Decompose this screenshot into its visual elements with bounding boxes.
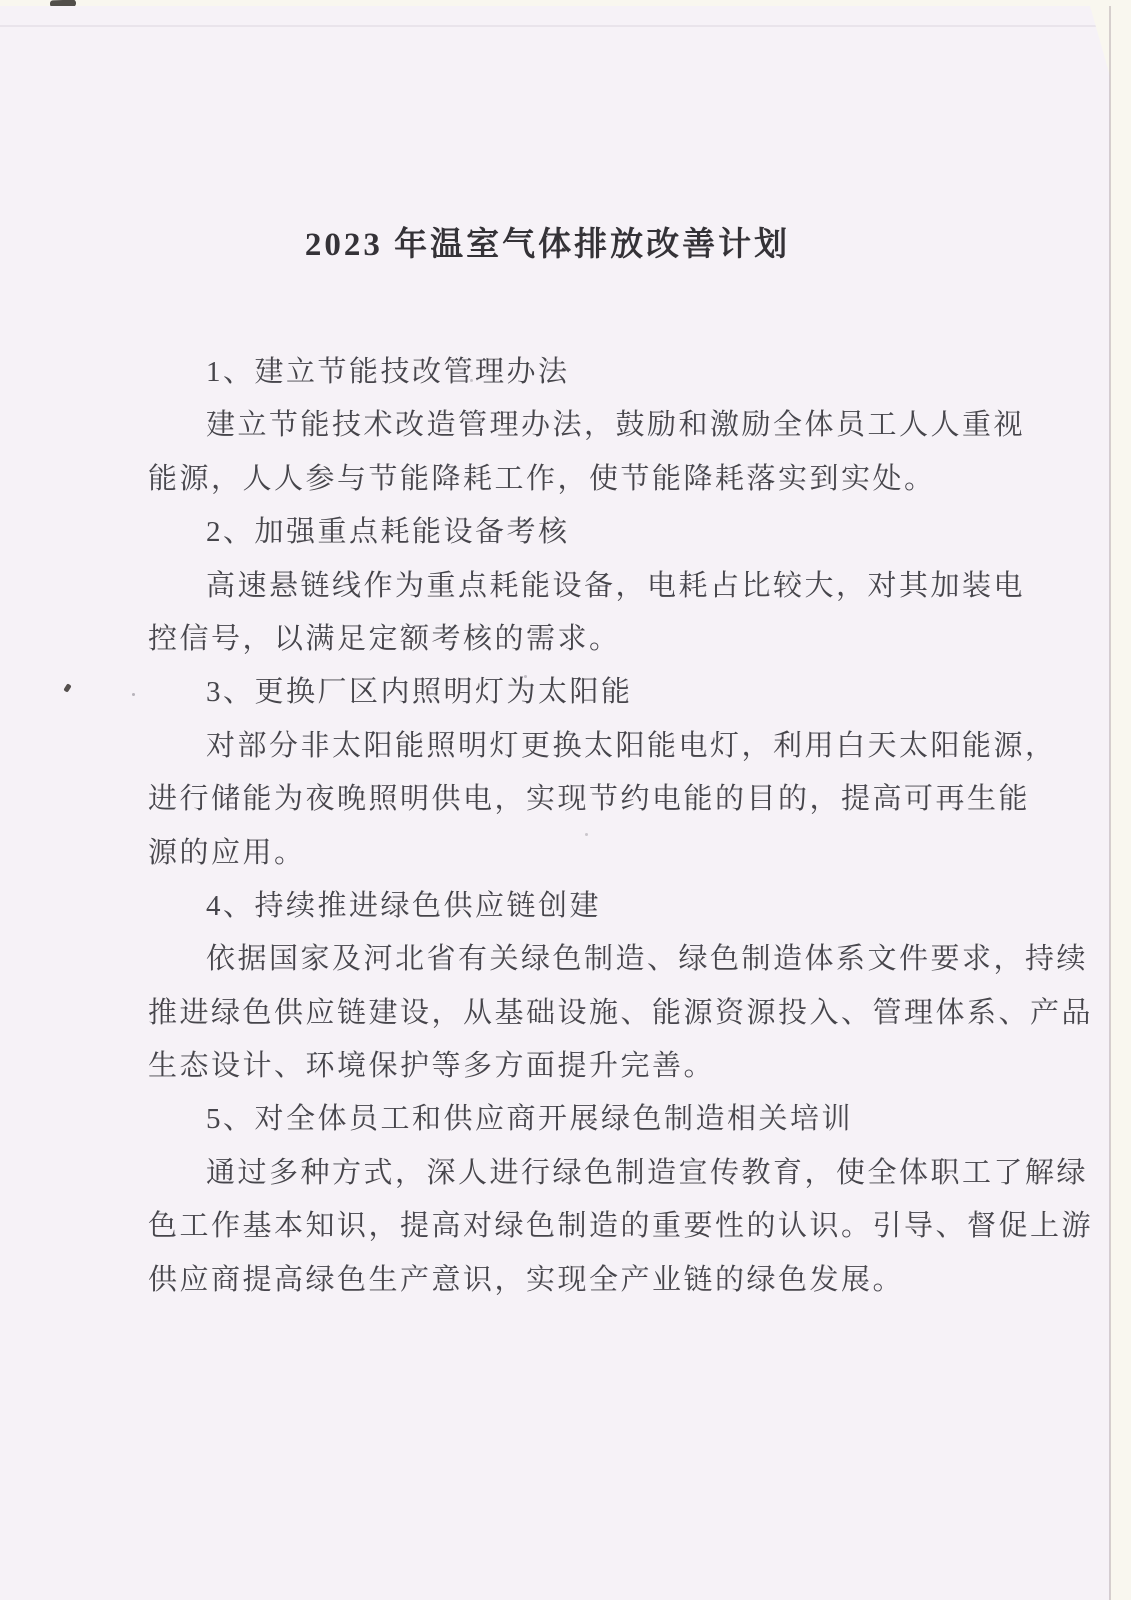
paragraph-line: 源的应用。 [148, 836, 306, 869]
document-body [148, 346, 1094, 1307]
document-title: 2023 年温室气体排放改善计划 [304, 227, 791, 263]
section-heading: 5、对全体员工和供应商开展绿色制造相关培训 [206, 1103, 854, 1136]
paragraph-line: 能源，人人参与节能降耗工作，使节能降耗落实到实处。 [148, 462, 936, 495]
paragraph-line: 控信号，以满足定额考核的需求。 [148, 622, 621, 655]
paragraph-line: 生态设计、环境保护等多方面提升完善。 [148, 1050, 716, 1083]
paragraph-line: 建立节能技术改造管理办法，鼓励和激励全体员工人人重视 [206, 409, 1026, 442]
paragraph-line: 推进绿色供应链建设，从基础设施、能源资源投入、管理体系、产品 [148, 996, 1094, 1029]
paragraph-line: 高速悬链线作为重点耗能设备，电耗占比较大，对其加装电 [206, 569, 1026, 602]
paragraph-line: 对部分非太阳能照明灯更换太阳能电灯，利用白天太阳能源， [206, 729, 1057, 762]
section-heading: 1、建立节能技改管理办法 [206, 356, 570, 388]
scan-speck [63, 683, 71, 692]
page-edge [1109, 6, 1111, 1600]
paragraph-line: 通过多种方式，深人进行绿色制造宣传教育，使全体职工了解绿 [206, 1156, 1089, 1189]
scan-speck [470, 379, 473, 382]
scan-speck [524, 675, 527, 678]
scan-speck [585, 833, 588, 836]
section-heading: 2、加强重点耗能设备考核 [206, 516, 570, 549]
section-heading: 4、持续推进绿色供应链创建 [206, 889, 602, 922]
paragraph-line: 依据国家及河北省有关绿色制造、绿色制造体系文件要求，持续 [206, 943, 1089, 976]
paragraph-line: 供应商提高绿色生产意识，实现全产业链的绿色发展。 [148, 1263, 905, 1296]
document-page [0, 6, 1110, 1600]
paragraph-line: 进行储能为夜晚照明供电，实现节约电能的目的，提高可再生能 [148, 783, 1031, 816]
paragraph-line: 色工作基本知识，提高对绿色制造的重要性的认识。引导、督促上游 [148, 1210, 1094, 1243]
scan-speck [132, 693, 135, 696]
scan-artifact-line [0, 25, 1110, 27]
section-heading: 3、更换厂区内照明灯为太阳能 [206, 676, 633, 709]
